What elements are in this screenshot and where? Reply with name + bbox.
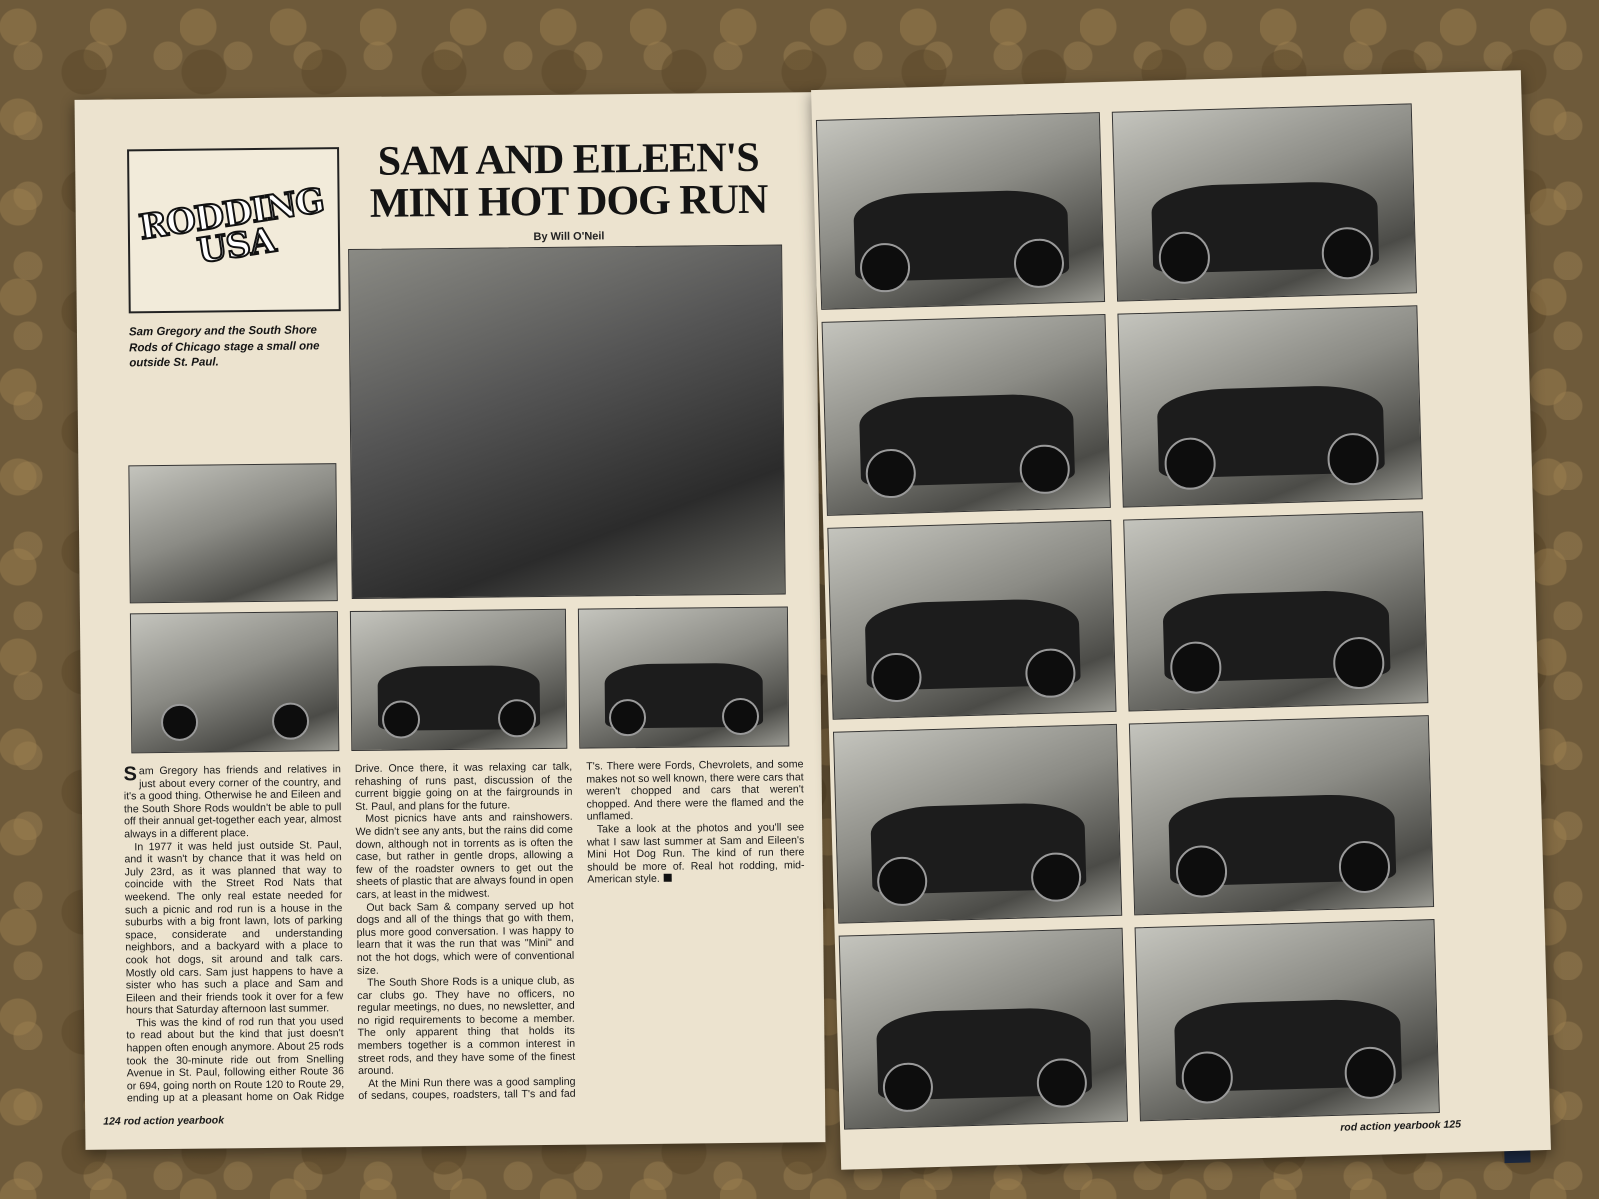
paragraph: Most picnics have ants and rainshowers. We didn't see any ants, but the rains did come down, although not in torrents as is often the case, but rather in gentle drops, allowing a few of the roadster owners to get out the sheets of plastic that are always found in open cars, at least in the midwest. <box>355 811 574 901</box>
wheel <box>1019 444 1069 494</box>
paragraph: Out back Sam & company served up hot dogs and all of the things that go with them, plus more good conversation. I was happy to learn that it was the run that was "Mini" and not the hot dogs, which were of conventional size. <box>356 899 575 977</box>
wheel <box>382 700 421 739</box>
photo-tall-t-coupe <box>350 609 567 751</box>
rodding-usa-logo <box>127 147 341 313</box>
article-body <box>123 758 807 1117</box>
paragraph: In 1977 it was held just outside St. Paul, and it wasn't by chance that it was held on July 23rd, as it was planned that way to coincide with the Street Rod Nats that weekend. The only real estate needed for such a picnic and rod run is a house in the suburbs with a big front lawn, lots of parking space, considerate and understanding neighbors, and a backyard with a place to cook hot dogs, sit around and talk cars. Mostly old cars. Sam just happens to have a sister who has such a place and Sam and Eileen and their friends took it over for a few hours that Saturday afternoon last summer. <box>124 838 344 1017</box>
wheel <box>1158 231 1211 284</box>
wheel <box>721 697 759 735</box>
paragraph: Take a look at the photos and you'll see what I saw last summer at Sam and Eileen's Mini Hot Dog Run. The kind of run there should be more of. Real hot rodding, mid-American style. <box>586 821 805 886</box>
article-title <box>353 134 784 227</box>
wheel <box>860 242 910 292</box>
wheel <box>1332 636 1385 689</box>
wheel <box>1326 432 1379 485</box>
end-mark <box>664 874 672 882</box>
paragraph: The South Shore Rods is a unique club, as car clubs go. They have no officers, no regular meetings, no dues, no newsletter, and no rigid requirements to become a member. The only apparent thing that holds its members together is a common interest in street rods, and they have some of the finest around. <box>357 974 576 1078</box>
main-photo-grill <box>348 245 786 600</box>
wheel <box>1014 238 1064 288</box>
right-folio: rod action yearbook 125 <box>1340 1118 1462 1134</box>
paragraph: At the Mini Run there was a good sampling of sedans, coupes, roadsters, tall T's and fad T's. There were Fords, Chevrolets, and some makes not so well known, there were cars that weren't chopped and cars that weren't chopped. And there were the flamed and the unflamed. <box>358 758 804 1103</box>
photo-picnic-table <box>128 463 337 603</box>
title-line-2: MINI HOT DOG RUN <box>369 176 768 227</box>
wheel <box>883 1062 933 1112</box>
wheel <box>877 856 927 906</box>
photo-car-7 <box>833 724 1122 924</box>
wheel <box>1321 227 1374 280</box>
wheel <box>1031 852 1081 902</box>
right-page <box>811 70 1551 1169</box>
paragraph: Sam Gregory has friends and relatives in just about every corner of the country, and it's a good thing. Otherwise he and Eileen and the South Shore Rods wouldn't be able to pull off their annual get-together each year, almost always in a different place. <box>123 763 342 841</box>
wheel <box>1344 1046 1397 1099</box>
photo-car-10 <box>1135 919 1440 1121</box>
left-folio: 124 rod action yearbook <box>103 1114 225 1128</box>
photo-car-1 <box>816 112 1105 310</box>
photo-car-5 <box>827 520 1116 720</box>
photo-car-6 <box>1123 511 1428 711</box>
wheel <box>272 702 309 739</box>
wheel <box>161 704 198 741</box>
photo-car-8 <box>1129 715 1434 915</box>
wheel <box>1175 845 1228 898</box>
logo-text: RODDING USA <box>136 180 327 272</box>
paragraph: This was the kind of rod run that you used to read about but the kind that just doesn't happen often enough anymore. About 25 rods took the 30-minute ride out from Snelling Avenue in St. Paul, following either Route 36 or 694, going north on Route 120 to Route 29, ending up at a pleasant home on Oak Ridge Drive. Once there, it was relaxing car talk, rehashing of runs past, discussion of the current biggie going on at the fairgrounds in St. Paul, and plans for the future. <box>126 760 573 1105</box>
wheel <box>1164 437 1217 490</box>
wheel <box>1181 1051 1234 1104</box>
photo-covered-roadster <box>130 611 339 753</box>
wheel <box>866 448 916 498</box>
wheel <box>1037 1057 1087 1107</box>
byline: By Will O'Neil <box>533 230 605 244</box>
drop-cap: S <box>123 763 138 786</box>
left-page <box>75 92 826 1150</box>
photo-car-2 <box>1112 103 1417 301</box>
photo-car-9 <box>839 928 1128 1130</box>
wheel <box>1025 648 1075 698</box>
wheel <box>871 652 921 702</box>
wheel <box>498 699 537 738</box>
photo-willys-coupe <box>578 606 789 748</box>
title-line-1: SAM AND EILEEN'S <box>377 134 759 185</box>
photo-car-4 <box>1117 305 1422 507</box>
photo-car-3 <box>822 314 1111 516</box>
wheel <box>1338 840 1391 893</box>
wheel <box>609 699 647 737</box>
wheel <box>1169 641 1222 694</box>
photo-caption: Sam Gregory and the South Shore Rods of Chicago stage a small one outside St. Paul. <box>128 324 320 370</box>
